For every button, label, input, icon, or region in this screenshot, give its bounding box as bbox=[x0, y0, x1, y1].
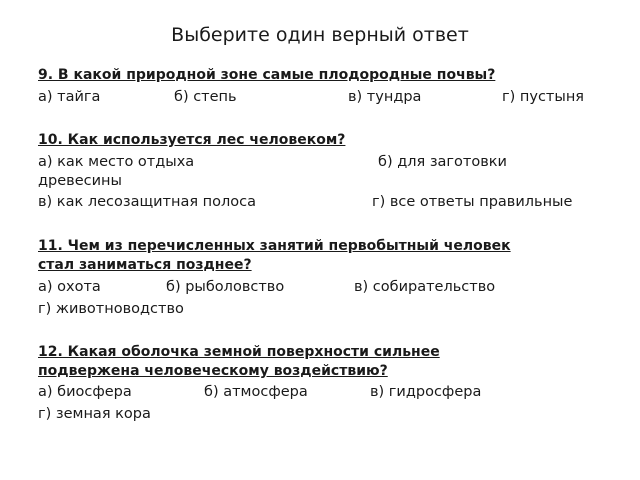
option-9b[interactable]: б) степь bbox=[174, 89, 237, 105]
option-9d[interactable]: г) пустыня bbox=[502, 89, 585, 105]
question-12-line1: 12. Какая оболочка земной поверхности сильнее bbox=[38, 344, 440, 360]
question-10: 10. Как используется лес человеком? bbox=[38, 132, 346, 148]
option-12c[interactable]: в) гидросфера bbox=[370, 384, 482, 400]
option-10b-continued: древесины bbox=[38, 173, 122, 189]
question-12-line2: подвержена человеческому воздействию? bbox=[38, 363, 388, 379]
page-title: Выберите один верный ответ bbox=[171, 24, 469, 46]
question-11-line1: 11. Чем из перечисленных занятий первобытный человек bbox=[38, 238, 511, 254]
option-11a[interactable]: а) охота bbox=[38, 279, 101, 295]
option-11b[interactable]: б) рыболовство bbox=[166, 279, 285, 295]
option-10b[interactable]: б) для заготовки bbox=[378, 154, 507, 170]
option-12d[interactable]: г) земная кора bbox=[38, 406, 151, 422]
option-12b[interactable]: б) атмосфера bbox=[204, 384, 308, 400]
question-9: 9. В какой природной зоне самые плодородные почвы? bbox=[38, 67, 496, 83]
option-11c[interactable]: в) собирательство bbox=[354, 279, 496, 295]
question-11-line2: стал заниматься позднее? bbox=[38, 257, 252, 273]
option-9c[interactable]: в) тундра bbox=[348, 89, 422, 105]
option-11d[interactable]: г) животноводство bbox=[38, 301, 184, 317]
option-12a[interactable]: а) биосфера bbox=[38, 384, 132, 400]
option-10a[interactable]: а) как место отдыха bbox=[38, 154, 195, 170]
option-10c[interactable]: в) как лесозащитная полоса bbox=[38, 194, 257, 210]
option-10d[interactable]: г) все ответы правильные bbox=[372, 194, 573, 210]
option-9a[interactable]: а) тайга bbox=[38, 89, 101, 105]
